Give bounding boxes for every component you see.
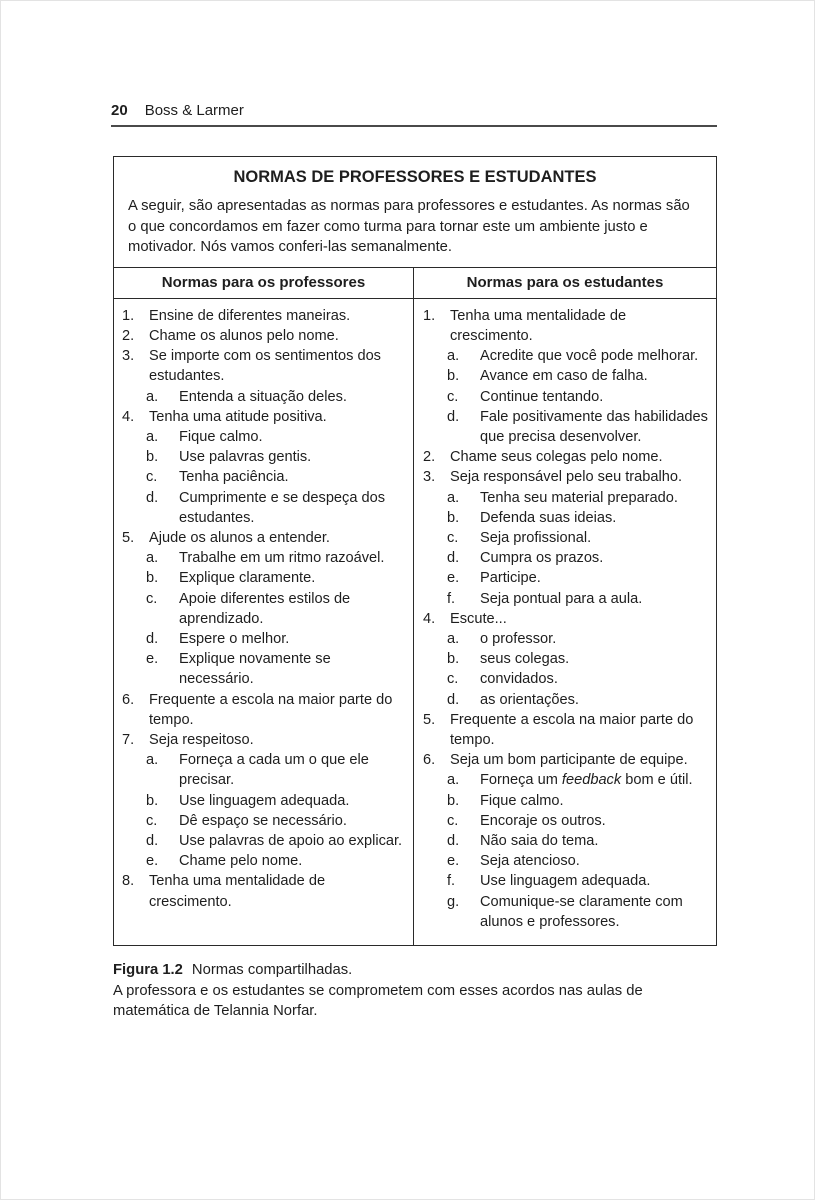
list-subitem-marker: e. (447, 853, 460, 870)
list-subitem-text: Cumpra os prazos. (480, 550, 604, 567)
list-subitem-text: Forneça a cada um o que ele precisar. (179, 752, 369, 789)
list-subitem-text: Cumprimente e se despeça dos estudantes. (179, 489, 386, 526)
list-item (423, 710, 712, 750)
list-subitem (447, 346, 712, 366)
norms-list-estudantes (413, 299, 716, 945)
list-subitem-text: Explique claramente. (179, 570, 316, 587)
list-subitem-text: Defenda suas ideias. (480, 509, 617, 526)
list-subitem-marker: a. (447, 489, 460, 506)
box-intro: A seguir, são apresentadas as normas para professores e estudantes. As normas são o que concordamos em fazer como turma para tornar este um ambiente justo e motivador. Nós vamos conferi-las semanalmente. (128, 198, 690, 256)
list-item (122, 528, 409, 548)
list-subitem-text: Use palavras de apoio ao explicar. (179, 833, 403, 850)
list-subitem (146, 488, 409, 528)
list-item (122, 346, 409, 386)
figure-caption (113, 960, 717, 1022)
list-subitem (146, 427, 409, 447)
list-subitem-marker: d. (146, 489, 159, 506)
list-subitem (447, 548, 712, 568)
list-subitem-marker: b. (146, 570, 159, 587)
list-item-text: Seja respeitoso. (149, 732, 254, 749)
list-item-marker: 3. (122, 348, 135, 365)
list-subitem-text: Explique novamente se necessário. (179, 651, 331, 688)
list-subitem-marker: c. (146, 812, 158, 829)
italic-text: feedback (561, 772, 622, 789)
text-segment: Forneça um (480, 772, 562, 789)
list-item-text: Frequente a escola na maior parte do tempo. (450, 711, 694, 749)
list-subitem-marker: c. (146, 469, 158, 486)
list-subitem-marker: c. (146, 590, 158, 607)
box-title: NORMAS DE PROFESSORES E ESTUDANTES (233, 168, 597, 186)
list-subitem-text: Use linguagem adequada. (179, 792, 350, 809)
list-subitem-marker: d. (146, 631, 159, 648)
list-subitem-marker: e. (146, 651, 159, 668)
caption-label: Figura 1.2 (113, 962, 183, 979)
list-subitem-marker: b. (447, 651, 460, 668)
list-subitem (447, 669, 712, 689)
running-head-title: Boss & Larmer (144, 102, 244, 119)
list-subitem-marker: f. (447, 590, 456, 607)
list-subitem-text: Use palavras gentis. (179, 449, 312, 466)
list-subitem-text: Seja pontual para a aula. (480, 590, 643, 607)
list-item (122, 326, 409, 346)
list-item-text: Tenha uma atitude positiva. (149, 408, 327, 425)
list-item-text: Chame seus colegas pelo nome. (450, 449, 663, 466)
list-subitem (447, 589, 712, 609)
list-subitem-text: Não saia do tema. (480, 833, 599, 850)
list-item-text: Se importe com os sentimentos dos estudantes. (149, 348, 381, 385)
list-subitem-marker: f. (447, 873, 456, 890)
list-item-marker: 5. (423, 711, 436, 728)
list-item-text: Tenha uma mentalidade de crescimento. (450, 307, 627, 344)
list-subitem-marker: e. (447, 570, 460, 587)
list-item (423, 447, 712, 467)
column-header-estudantes: Normas para os estudantes (413, 268, 716, 298)
list-subitem-marker: a. (146, 752, 159, 769)
list-subitem-text: Seja atencioso. (480, 853, 580, 870)
list-subitem (146, 447, 409, 467)
list-item-marker: 5. (122, 530, 135, 547)
text-segment: bom e útil. (621, 772, 693, 789)
list-item-marker: 2. (122, 327, 135, 344)
list-item-text: Seja um bom participante de equipe. (450, 752, 688, 769)
list-subitem (146, 589, 409, 629)
list-subitem (447, 649, 712, 669)
list-subitem-text: Entenda a situação deles. (179, 388, 347, 405)
list-subitem-text: Seja profissional. (480, 530, 592, 547)
list-subitem-marker: b. (447, 792, 460, 809)
column-header-professores: Normas para os professores (161, 273, 366, 291)
list-subitem-marker: d. (447, 550, 460, 567)
list-subitem-text: Acredite que você pode melhorar. (480, 348, 699, 365)
list-subitem-marker: a. (447, 631, 460, 648)
list-subitem-marker: b. (447, 368, 460, 385)
list-subitem (146, 851, 409, 871)
list-subitem (447, 851, 712, 871)
list-subitem-text: Apoie diferentes estilos de aprendizado. (179, 590, 351, 627)
list-subitem (146, 649, 409, 689)
list-subitem (447, 407, 712, 447)
list-subitem (447, 811, 712, 831)
list-subitem (447, 508, 712, 528)
list-item-text: Chame os alunos pelo nome. (149, 327, 339, 344)
list-subitem-marker: c. (447, 812, 459, 829)
list-subitem (146, 548, 409, 568)
list-item (423, 467, 712, 487)
list-subitem-marker: a. (447, 348, 460, 365)
list-subitem (447, 831, 712, 851)
list-subitem-marker: a. (447, 772, 460, 789)
list-subitem-marker: c. (447, 388, 459, 405)
list-subitem-text: Tenha seu material preparado. (480, 489, 678, 506)
list-item-text: Ajude os alunos a entender. (149, 530, 330, 547)
list-item (122, 871, 409, 911)
list-subitem-marker: d. (447, 691, 460, 708)
list-item (122, 730, 409, 750)
list-item-text: Escute... (450, 610, 507, 627)
list-subitem-text: Trabalhe em um ritmo razoável. (179, 550, 385, 567)
list-subitem (146, 629, 409, 649)
list-subitem-text: seus colegas. (480, 651, 570, 668)
list-subitem-marker: d. (447, 833, 460, 850)
list-subitem (447, 629, 712, 649)
list-subitem-text: Fique calmo. (179, 429, 263, 445)
list-subitem-text: Avance em caso de falha. (480, 368, 648, 385)
list-item-marker: 2. (423, 449, 436, 466)
list-subitem-marker: a. (146, 388, 159, 405)
list-subitem-marker: b. (146, 792, 159, 809)
list-subitem (447, 892, 712, 932)
list-subitem (146, 750, 409, 790)
list-item-marker: 3. (423, 469, 436, 486)
list-subitem-text: Comunique-se claramente com alunos e professores. (480, 893, 683, 930)
list-subitem (146, 811, 409, 831)
list-item-marker: 1. (122, 307, 135, 324)
list-subitem (447, 387, 712, 407)
list-item (423, 609, 712, 629)
list-item-marker: 4. (423, 610, 436, 627)
list-subitem-marker: e. (146, 853, 159, 870)
list-subitem (447, 568, 712, 588)
caption-heading (113, 960, 717, 981)
list-subitem (146, 467, 409, 487)
list-item-marker: 7. (122, 732, 135, 749)
list-item-text: Tenha uma mentalidade de crescimento. (149, 873, 326, 910)
list-subitem-text: Fale positivamente das habilidades que precisa desenvolver. (480, 408, 708, 445)
column-header-row (114, 267, 716, 299)
list-subitem-marker: c. (447, 530, 459, 547)
list-subitem-text: as orientações. (480, 691, 579, 708)
list-subitem-text: Fique calmo. (480, 792, 564, 809)
list-subitem (447, 366, 712, 386)
list-item (122, 690, 409, 730)
list-subitem (447, 528, 712, 548)
page-content (113, 156, 717, 1022)
list-item-marker: 6. (122, 691, 135, 708)
page-number: 20 (111, 102, 128, 119)
list-subitem (447, 770, 712, 790)
list-subitem-marker: g. (447, 893, 460, 910)
list-subitem-text: Continue tentando. (480, 388, 604, 405)
list-subitem-text: Participe. (480, 570, 541, 587)
list-subitem-marker: a. (146, 550, 159, 567)
list-item-marker: 4. (122, 408, 135, 425)
list-subitem (146, 568, 409, 588)
list-subitem-text: Encoraje os outros. (480, 812, 606, 829)
list-subitem-marker: d. (447, 408, 460, 425)
list-subitem-text: Espere o melhor. (179, 631, 290, 648)
list-subitem-marker: b. (146, 449, 159, 466)
list-subitem-text: o professor. (480, 631, 557, 648)
list-subitem (447, 488, 712, 508)
list-subitem (447, 871, 712, 891)
list-item-marker: 6. (423, 752, 436, 769)
norms-box (113, 156, 717, 946)
list-item-text: Ensine de diferentes maneiras. (149, 307, 351, 324)
column-body-row (114, 299, 716, 945)
list-subitem (146, 387, 409, 407)
list-item-text: Frequente a escola na maior parte do tempo. (149, 691, 393, 728)
list-item (423, 750, 712, 770)
list-item (122, 407, 409, 427)
list-item (122, 306, 409, 326)
running-head (111, 102, 717, 127)
list-subitem-marker: b. (447, 509, 460, 526)
list-subitem (447, 690, 712, 710)
list-item-text: Seja responsável pelo seu trabalho. (450, 469, 683, 486)
list-item-marker: 1. (423, 307, 436, 324)
list-subitem-text: Chame pelo nome. (179, 853, 303, 870)
list-subitem-text (480, 770, 712, 790)
list-subitem (146, 831, 409, 851)
list-subitem (146, 791, 409, 811)
list-subitem (447, 791, 712, 811)
list-subitem-marker: d. (146, 833, 159, 850)
list-item-marker: 8. (122, 873, 135, 890)
list-subitem-text: Use linguagem adequada. (480, 873, 651, 890)
norms-list-professores (114, 299, 413, 945)
list-subitem-marker: c. (447, 671, 459, 688)
list-subitem-text: Tenha paciência. (179, 469, 289, 486)
list-subitem-marker: a. (146, 429, 159, 445)
list-subitem-text: Dê espaço se necessário. (179, 812, 347, 829)
list-subitem-text: convidados. (480, 671, 558, 688)
list-item (423, 306, 712, 346)
caption-title: Normas compartilhadas. (191, 962, 353, 979)
caption-body: A professora e os estudantes se comprometem com esses acordos nas aulas de matemática de Telannia Norfar. (113, 982, 643, 1020)
